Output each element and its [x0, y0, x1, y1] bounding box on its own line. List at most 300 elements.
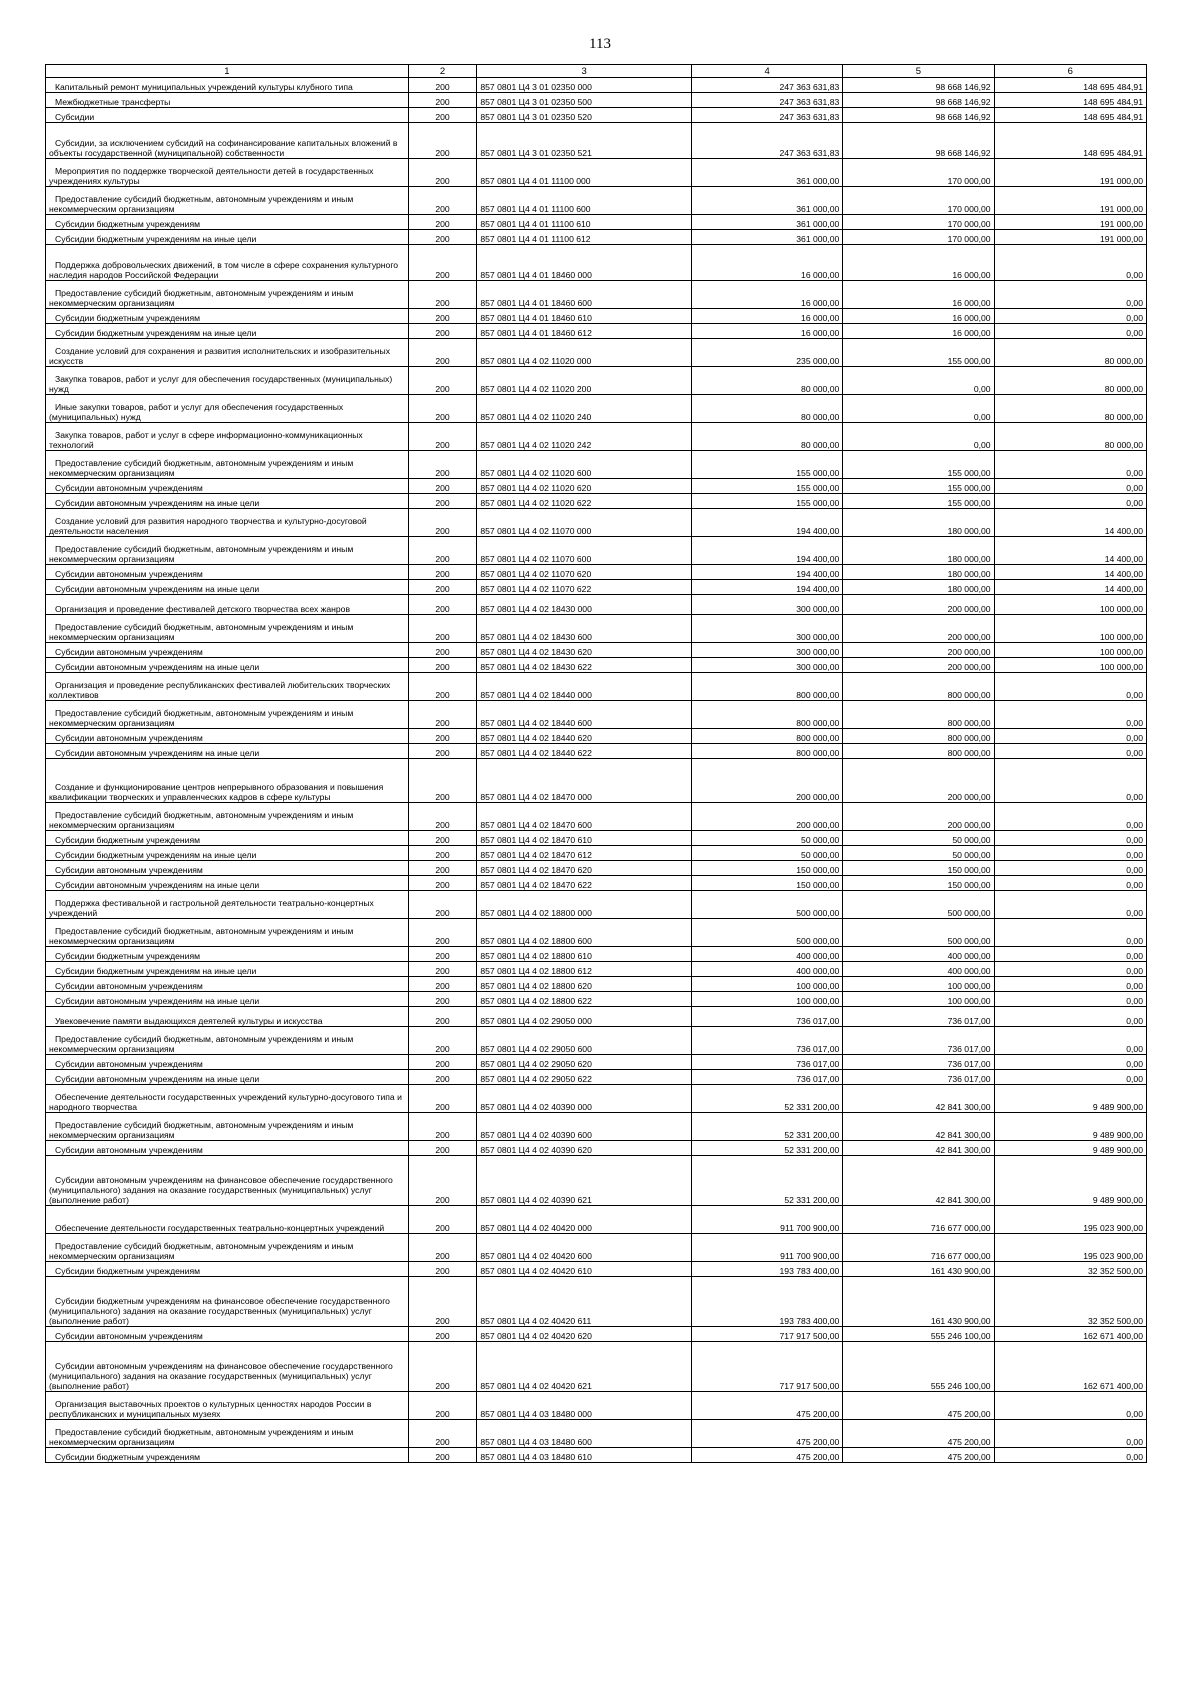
table-row: [46, 215, 1147, 230]
row-code: 200: [408, 919, 477, 947]
amount-col-4: 736 017,00: [691, 1070, 842, 1085]
table-row: [46, 1027, 1147, 1055]
amount-col-4: 200 000,00: [691, 803, 842, 831]
amount-col-4: 800 000,00: [691, 744, 842, 759]
amount-col-4: 52 331 200,00: [691, 1156, 842, 1206]
budget-classification-code: 857 0801 Ц4 4 02 18800 612: [477, 962, 692, 977]
row-name-text: Субсидии бюджетным учреждениям на иные цели: [55, 966, 257, 976]
row-code: 200: [408, 1007, 477, 1027]
budget-classification-code: 857 0801 Ц4 4 01 18460 610: [477, 309, 692, 324]
amount-col-5: 98 668 146,92: [843, 108, 994, 123]
row-name: [46, 1085, 409, 1113]
amount-col-5: 555 246 100,00: [843, 1342, 994, 1392]
amount-col-5: 200 000,00: [843, 595, 994, 615]
table-row: [46, 309, 1147, 324]
budget-classification-code: 857 0801 Ц4 3 01 02350 520: [477, 108, 692, 123]
table-row: [46, 962, 1147, 977]
amount-col-4: 50 000,00: [691, 846, 842, 861]
amount-col-5: 98 668 146,92: [843, 123, 994, 159]
amount-col-4: 194 400,00: [691, 509, 842, 537]
table-row: [46, 537, 1147, 565]
row-name: [46, 846, 409, 861]
amount-col-4: 911 700 900,00: [691, 1234, 842, 1262]
row-code: 200: [408, 876, 477, 891]
amount-col-5: 0,00: [843, 395, 994, 423]
budget-classification-code: 857 0801 Ц4 4 01 18460 600: [477, 281, 692, 309]
row-name: [46, 494, 409, 509]
amount-col-5: 475 200,00: [843, 1420, 994, 1448]
row-name-text: Организация и проведение республиканских фестивалей любительских творческих коллективов: [49, 680, 391, 700]
amount-col-5: 200 000,00: [843, 759, 994, 803]
amount-col-6: 148 695 484,91: [994, 93, 1146, 108]
budget-classification-code: 857 0801 Ц4 4 02 18440 620: [477, 729, 692, 744]
row-code: 200: [408, 1206, 477, 1234]
row-name-text: Предоставление субсидий бюджетным, автономным учреждениям и иным некоммерческим организациям: [49, 622, 354, 642]
budget-classification-code: 857 0801 Ц4 4 02 11070 600: [477, 537, 692, 565]
amount-col-4: 52 331 200,00: [691, 1085, 842, 1113]
row-name-text: Создание и функционирование центров непрерывного образования и повышения квалификации творческих и управленческих кадров в сфере культуры: [49, 782, 384, 802]
amount-col-4: 300 000,00: [691, 643, 842, 658]
amount-col-4: 193 783 400,00: [691, 1262, 842, 1277]
budget-classification-code: 857 0801 Ц4 4 02 40420 000: [477, 1206, 692, 1234]
amount-col-5: 155 000,00: [843, 339, 994, 367]
row-name-text: Предоставление субсидий бюджетным, автономным учреждениям и иным некоммерческим организациям: [49, 708, 354, 728]
budget-classification-code: 857 0801 Ц4 3 01 02350 500: [477, 93, 692, 108]
row-name-text: Предоставление субсидий бюджетным, автономным учреждениям и иным некоммерческим организациям: [49, 458, 354, 478]
amount-col-6: 191 000,00: [994, 187, 1146, 215]
row-code: 200: [408, 962, 477, 977]
row-name-text: Обеспечение деятельности государственных учреждений культурно-досугового типа и народного творчества: [49, 1092, 402, 1112]
amount-col-6: 0,00: [994, 977, 1146, 992]
table-row: [46, 1277, 1147, 1327]
amount-col-4: 736 017,00: [691, 1027, 842, 1055]
amount-col-6: 32 352 500,00: [994, 1277, 1146, 1327]
table-row: [46, 876, 1147, 891]
row-code: 200: [408, 947, 477, 962]
column-header: 6: [994, 65, 1146, 78]
table-row: [46, 324, 1147, 339]
amount-col-5: 16 000,00: [843, 324, 994, 339]
table-row: [46, 339, 1147, 367]
amount-col-4: 736 017,00: [691, 1055, 842, 1070]
table-row: [46, 1327, 1147, 1342]
row-name: [46, 1342, 409, 1392]
row-name: [46, 992, 409, 1007]
row-name-text: Субсидии автономным учреждениям на иные цели: [55, 662, 260, 672]
budget-classification-code: 857 0801 Ц4 4 02 11020 622: [477, 494, 692, 509]
amount-col-4: 16 000,00: [691, 324, 842, 339]
row-code: 200: [408, 1156, 477, 1206]
row-name: [46, 658, 409, 673]
table-row: [46, 1055, 1147, 1070]
amount-col-4: 155 000,00: [691, 494, 842, 509]
amount-col-4: 475 200,00: [691, 1420, 842, 1448]
row-name-text: Предоставление субсидий бюджетным, автономным учреждениям и иным некоммерческим организациям: [49, 1241, 354, 1261]
row-name: [46, 230, 409, 245]
row-name: [46, 759, 409, 803]
table-row: [46, 108, 1147, 123]
row-code: 200: [408, 123, 477, 159]
row-name-text: Субсидии автономным учреждениям: [55, 569, 203, 579]
row-code: 200: [408, 1085, 477, 1113]
row-name-text: Субсидии, за исключением субсидий на софинансирование капитальных вложений в объекты государственной (муниципальной) собственности: [49, 138, 398, 158]
budget-classification-code: 857 0801 Ц4 4 02 40390 620: [477, 1141, 692, 1156]
amount-col-6: 0,00: [994, 494, 1146, 509]
amount-col-5: 736 017,00: [843, 1070, 994, 1085]
table-row: [46, 451, 1147, 479]
table-row: [46, 187, 1147, 215]
row-name-text: Иные закупки товаров, работ и услуг для обеспечения государственных (муниципальных) нужд: [49, 402, 344, 422]
row-name: [46, 1277, 409, 1327]
amount-col-6: 14 400,00: [994, 580, 1146, 595]
row-name: [46, 78, 409, 93]
row-code: 200: [408, 1234, 477, 1262]
row-name: [46, 615, 409, 643]
amount-col-5: 0,00: [843, 423, 994, 451]
row-name-text: Закупка товаров, работ и услуг для обеспечения государственных (муниципальных) нужд: [49, 374, 393, 394]
amount-col-4: 80 000,00: [691, 367, 842, 395]
row-code: 200: [408, 992, 477, 1007]
row-name: [46, 108, 409, 123]
amount-col-4: 300 000,00: [691, 595, 842, 615]
table-row: [46, 93, 1147, 108]
amount-col-5: 50 000,00: [843, 846, 994, 861]
row-name: [46, 339, 409, 367]
budget-classification-code: 857 0801 Ц4 4 02 18800 610: [477, 947, 692, 962]
table-row: [46, 595, 1147, 615]
row-name-text: Субсидии автономным учреждениям: [55, 981, 203, 991]
row-name-text: Субсидии автономным учреждениям: [55, 865, 203, 875]
row-name: [46, 701, 409, 729]
amount-col-6: 9 489 900,00: [994, 1085, 1146, 1113]
row-code: 200: [408, 215, 477, 230]
amount-col-5: 170 000,00: [843, 159, 994, 187]
row-name: [46, 744, 409, 759]
row-name-text: Субсидии автономным учреждениям на финансовое обеспечение государственного (муниципального) задания на оказание государственных (муниципальных) услуг (выполнение работ): [49, 1361, 393, 1391]
amount-col-5: 98 668 146,92: [843, 78, 994, 93]
amount-col-5: 200 000,00: [843, 803, 994, 831]
amount-col-6: 14 400,00: [994, 509, 1146, 537]
table-row: [46, 1156, 1147, 1206]
amount-col-5: 16 000,00: [843, 281, 994, 309]
row-code: 200: [408, 861, 477, 876]
row-code: 200: [408, 846, 477, 861]
row-name: [46, 1420, 409, 1448]
row-name-text: Субсидии автономным учреждениям на иные цели: [55, 498, 260, 508]
row-code: 200: [408, 977, 477, 992]
row-code: 200: [408, 744, 477, 759]
amount-col-5: 400 000,00: [843, 962, 994, 977]
row-name: [46, 245, 409, 281]
budget-classification-code: 857 0801 Ц4 4 03 18480 610: [477, 1448, 692, 1463]
amount-col-6: 100 000,00: [994, 595, 1146, 615]
row-name-text: Субсидии автономным учреждениям: [55, 1145, 203, 1155]
table-row: [46, 1070, 1147, 1085]
amount-col-6: 0,00: [994, 846, 1146, 861]
amount-col-4: 800 000,00: [691, 673, 842, 701]
row-name-text: Субсидии бюджетным учреждениям на иные цели: [55, 850, 257, 860]
amount-col-6: 162 671 400,00: [994, 1327, 1146, 1342]
amount-col-5: 180 000,00: [843, 565, 994, 580]
amount-col-4: 800 000,00: [691, 701, 842, 729]
table-row: [46, 919, 1147, 947]
row-name-text: Субсидии бюджетным учреждениям: [55, 951, 201, 961]
row-code: 200: [408, 1055, 477, 1070]
amount-col-4: 736 017,00: [691, 1007, 842, 1027]
budget-classification-code: 857 0801 Ц4 4 01 11100 600: [477, 187, 692, 215]
amount-col-6: 191 000,00: [994, 230, 1146, 245]
amount-col-4: 100 000,00: [691, 977, 842, 992]
amount-col-6: 9 489 900,00: [994, 1141, 1146, 1156]
amount-col-5: 150 000,00: [843, 861, 994, 876]
amount-col-6: 0,00: [994, 324, 1146, 339]
amount-col-4: 247 363 631,83: [691, 123, 842, 159]
row-name-text: Субсидии автономным учреждениям на иные цели: [55, 996, 260, 1006]
row-name: [46, 509, 409, 537]
table-row: [46, 831, 1147, 846]
amount-col-5: 42 841 300,00: [843, 1085, 994, 1113]
budget-classification-code: 857 0801 Ц4 4 02 29050 622: [477, 1070, 692, 1085]
row-name-text: Поддержка фестивальной и гастрольной деятельности театрально-концертных учреждений: [49, 898, 374, 918]
row-code: 200: [408, 701, 477, 729]
row-code: 200: [408, 1027, 477, 1055]
budget-classification-code: 857 0801 Ц4 4 02 40420 600: [477, 1234, 692, 1262]
amount-col-6: 0,00: [994, 1007, 1146, 1027]
amount-col-6: 14 400,00: [994, 537, 1146, 565]
row-name: [46, 565, 409, 580]
row-name-text: Предоставление субсидий бюджетным, автономным учреждениям и иным некоммерческим организациям: [49, 288, 354, 308]
amount-col-6: 80 000,00: [994, 367, 1146, 395]
row-code: 200: [408, 673, 477, 701]
row-name-text: Поддержка добровольческих движений, в том числе в сфере сохранения культурного наследия народов Российской Федерации: [49, 260, 399, 280]
table-row: [46, 1342, 1147, 1392]
amount-col-5: 100 000,00: [843, 992, 994, 1007]
amount-col-5: 42 841 300,00: [843, 1141, 994, 1156]
row-code: 200: [408, 451, 477, 479]
row-name-text: Мероприятия по поддержке творческой деятельности детей в государственных учреждениях культуры: [49, 166, 374, 186]
row-name-text: Предоставление субсидий бюджетным, автономным учреждениям и иным некоммерческим организациям: [49, 1427, 354, 1447]
row-name: [46, 1262, 409, 1277]
row-code: 200: [408, 1420, 477, 1448]
amount-col-5: 170 000,00: [843, 215, 994, 230]
budget-classification-code: 857 0801 Ц4 4 02 18430 622: [477, 658, 692, 673]
budget-classification-code: 857 0801 Ц4 4 02 11070 000: [477, 509, 692, 537]
amount-col-5: 555 246 100,00: [843, 1327, 994, 1342]
row-name-text: Создание условий для развития народного творчества и культурно-досуговой деятельности населения: [49, 516, 367, 536]
row-name: [46, 1027, 409, 1055]
amount-col-6: 100 000,00: [994, 658, 1146, 673]
budget-classification-code: 857 0801 Ц4 4 02 18470 622: [477, 876, 692, 891]
table-row: [46, 891, 1147, 919]
row-code: 200: [408, 281, 477, 309]
row-code: 200: [408, 615, 477, 643]
row-name: [46, 891, 409, 919]
amount-col-6: 0,00: [994, 701, 1146, 729]
row-name: [46, 673, 409, 701]
amount-col-4: 800 000,00: [691, 729, 842, 744]
row-code: 200: [408, 891, 477, 919]
page-number: 113: [589, 36, 611, 52]
row-name: [46, 831, 409, 846]
amount-col-5: 716 677 000,00: [843, 1234, 994, 1262]
row-code: 200: [408, 1448, 477, 1463]
budget-classification-code: 857 0801 Ц4 4 02 40390 600: [477, 1113, 692, 1141]
column-header: 1: [46, 65, 409, 78]
amount-col-5: 736 017,00: [843, 1007, 994, 1027]
row-name: [46, 1055, 409, 1070]
row-name: [46, 1141, 409, 1156]
row-name-text: Субсидии бюджетным учреждениям: [55, 1452, 201, 1462]
budget-classification-code: 857 0801 Ц4 4 02 11020 000: [477, 339, 692, 367]
row-name: [46, 1392, 409, 1420]
amount-col-6: 0,00: [994, 891, 1146, 919]
budget-classification-code: 857 0801 Ц4 3 01 02350 521: [477, 123, 692, 159]
table-row: [46, 78, 1147, 93]
row-name: [46, 962, 409, 977]
budget-classification-code: 857 0801 Ц4 4 01 11100 612: [477, 230, 692, 245]
row-code: 200: [408, 658, 477, 673]
row-name: [46, 876, 409, 891]
row-code: 200: [408, 245, 477, 281]
budget-classification-code: 857 0801 Ц4 4 02 18470 600: [477, 803, 692, 831]
column-number-row: [46, 65, 1147, 78]
budget-classification-code: 857 0801 Ц4 4 02 18440 000: [477, 673, 692, 701]
amount-col-5: 736 017,00: [843, 1027, 994, 1055]
amount-col-5: 155 000,00: [843, 494, 994, 509]
amount-col-6: 162 671 400,00: [994, 1342, 1146, 1392]
row-code: 200: [408, 1262, 477, 1277]
row-name: [46, 803, 409, 831]
table-row: [46, 759, 1147, 803]
row-name: [46, 537, 409, 565]
budget-classification-code: 857 0801 Ц4 4 02 11020 240: [477, 395, 692, 423]
table-row: [46, 1085, 1147, 1113]
row-code: 200: [408, 537, 477, 565]
row-name: [46, 423, 409, 451]
amount-col-4: 80 000,00: [691, 423, 842, 451]
table-row: [46, 367, 1147, 395]
budget-classification-code: 857 0801 Ц4 4 02 18470 612: [477, 846, 692, 861]
budget-classification-code: 857 0801 Ц4 4 02 11020 242: [477, 423, 692, 451]
amount-col-5: 400 000,00: [843, 947, 994, 962]
amount-col-5: 200 000,00: [843, 643, 994, 658]
budget-classification-code: 857 0801 Ц4 4 02 18430 600: [477, 615, 692, 643]
table-row: [46, 744, 1147, 759]
amount-col-6: 191 000,00: [994, 159, 1146, 187]
amount-col-6: 9 489 900,00: [994, 1113, 1146, 1141]
row-code: 200: [408, 831, 477, 846]
row-code: 200: [408, 309, 477, 324]
table-row: [46, 281, 1147, 309]
row-name-text: Субсидии автономным учреждениям: [55, 1059, 203, 1069]
row-code: 200: [408, 1141, 477, 1156]
amount-col-6: 0,00: [994, 1392, 1146, 1420]
row-name-text: Предоставление субсидий бюджетным, автономным учреждениям и иным некоммерческим организациям: [49, 810, 354, 830]
amount-col-6: 0,00: [994, 759, 1146, 803]
table-row: [46, 701, 1147, 729]
row-name-text: Субсидии бюджетным учреждениям на финансовое обеспечение государственного (муниципального) задания на оказание государственных (муниципальных) услуг (выполнение работ): [49, 1296, 390, 1326]
table-row: [46, 992, 1147, 1007]
row-code: 200: [408, 1342, 477, 1392]
row-name-text: Закупка товаров, работ и услуг в сфере информационно-коммуникационных технологий: [49, 430, 363, 450]
amount-col-4: 200 000,00: [691, 759, 842, 803]
amount-col-5: 155 000,00: [843, 451, 994, 479]
budget-classification-code: 857 0801 Ц4 4 02 40420 610: [477, 1262, 692, 1277]
row-name-text: Межбюджетные трансферты: [55, 97, 171, 107]
amount-col-5: 50 000,00: [843, 831, 994, 846]
row-name-text: Субсидии бюджетным учреждениям на иные цели: [55, 234, 257, 244]
row-name: [46, 1007, 409, 1027]
amount-col-6: 0,00: [994, 876, 1146, 891]
table-body: [46, 78, 1147, 1463]
amount-col-4: 500 000,00: [691, 919, 842, 947]
amount-col-5: 42 841 300,00: [843, 1113, 994, 1141]
row-name-text: Субсидии автономным учреждениям на иные цели: [55, 584, 260, 594]
row-code: 200: [408, 479, 477, 494]
row-code: 200: [408, 1392, 477, 1420]
row-name-text: Субсидии автономным учреждениям на иные цели: [55, 1074, 260, 1084]
table-row: [46, 1392, 1147, 1420]
amount-col-4: 16 000,00: [691, 309, 842, 324]
row-name: [46, 451, 409, 479]
amount-col-4: 400 000,00: [691, 947, 842, 962]
row-name: [46, 324, 409, 339]
row-name-text: Субсидии автономным учреждениям на финансовое обеспечение государственного (муниципального) задания на оказание государственных (муниципальных) услуг (выполнение работ): [49, 1175, 393, 1205]
column-header: 4: [691, 65, 842, 78]
amount-col-6: 0,00: [994, 1448, 1146, 1463]
row-code: 200: [408, 580, 477, 595]
row-code: 200: [408, 1327, 477, 1342]
row-name-text: Субсидии автономным учреждениям: [55, 733, 203, 743]
amount-col-4: 717 917 500,00: [691, 1327, 842, 1342]
amount-col-6: 0,00: [994, 281, 1146, 309]
row-code: 200: [408, 595, 477, 615]
table-row: [46, 494, 1147, 509]
row-name-text: Субсидии автономным учреждениям на иные цели: [55, 880, 260, 890]
amount-col-6: 195 023 900,00: [994, 1234, 1146, 1262]
budget-classification-code: 857 0801 Ц4 4 02 40420 611: [477, 1277, 692, 1327]
row-name: [46, 215, 409, 230]
row-name-text: Субсидии автономным учреждениям на иные цели: [55, 748, 260, 758]
budget-classification-code: 857 0801 Ц4 4 03 18480 000: [477, 1392, 692, 1420]
amount-col-6: 0,00: [994, 1070, 1146, 1085]
row-name: [46, 580, 409, 595]
amount-col-4: 52 331 200,00: [691, 1141, 842, 1156]
amount-col-4: 80 000,00: [691, 395, 842, 423]
budget-classification-code: 857 0801 Ц4 4 02 18800 000: [477, 891, 692, 919]
row-name-text: Капитальный ремонт муниципальных учреждений культуры клубного типа: [55, 82, 353, 92]
budget-classification-code: 857 0801 Ц4 4 02 11020 200: [477, 367, 692, 395]
amount-col-4: 361 000,00: [691, 159, 842, 187]
row-code: 200: [408, 565, 477, 580]
row-code: 200: [408, 187, 477, 215]
budget-classification-code: 857 0801 Ц4 4 02 18800 600: [477, 919, 692, 947]
amount-col-6: 0,00: [994, 919, 1146, 947]
column-header: 5: [843, 65, 994, 78]
budget-classification-code: 857 0801 Ц4 4 02 29050 000: [477, 1007, 692, 1027]
amount-col-6: 148 695 484,91: [994, 108, 1146, 123]
amount-col-4: 911 700 900,00: [691, 1206, 842, 1234]
row-name: [46, 123, 409, 159]
budget-classification-code: 857 0801 Ц4 4 02 18470 610: [477, 831, 692, 846]
amount-col-4: 247 363 631,83: [691, 78, 842, 93]
amount-col-4: 475 200,00: [691, 1448, 842, 1463]
amount-col-5: 200 000,00: [843, 658, 994, 673]
table-row: [46, 1234, 1147, 1262]
table-row: [46, 861, 1147, 876]
row-code: 200: [408, 93, 477, 108]
table-row: [46, 565, 1147, 580]
